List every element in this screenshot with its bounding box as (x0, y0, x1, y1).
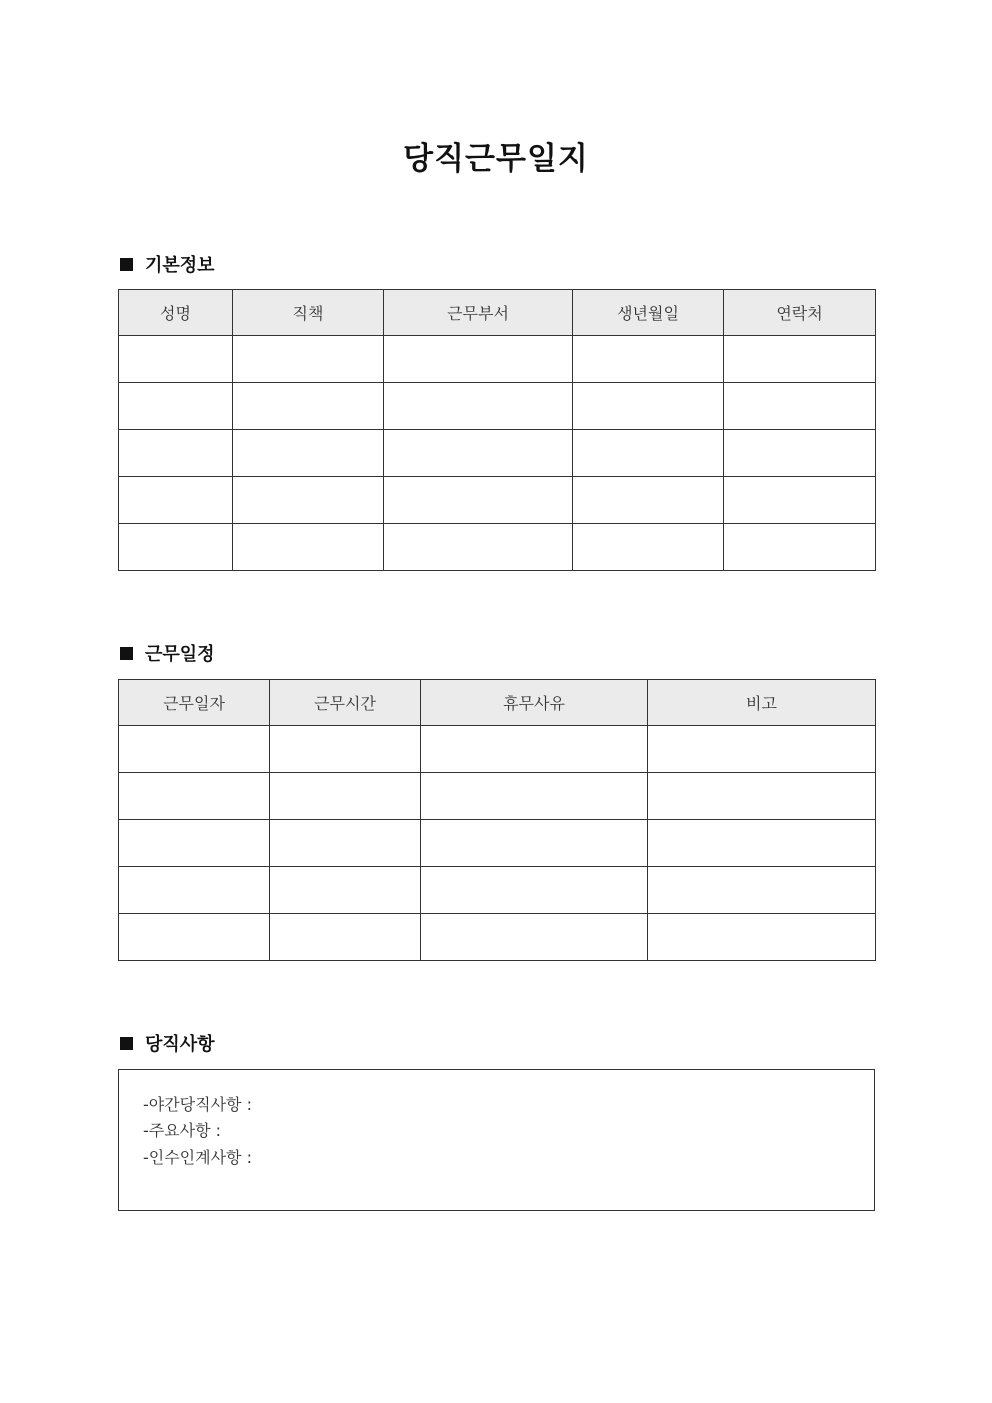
handover-note: -인수인계사항 : (143, 1148, 252, 1167)
table-row (119, 820, 876, 867)
table-row (119, 726, 876, 773)
table-cell[interactable] (270, 914, 421, 961)
table-cell[interactable] (384, 336, 573, 383)
table-cell[interactable] (384, 383, 573, 430)
table-cell[interactable] (233, 430, 384, 477)
schedule-heading (120, 641, 215, 665)
table-row (119, 430, 876, 477)
table-cell[interactable] (119, 477, 233, 524)
basic-info-heading-label: 기본정보 (145, 255, 215, 276)
table-row (119, 867, 876, 914)
table-cell[interactable] (119, 430, 233, 477)
night-duty-note: -야간당직사항 : (143, 1095, 252, 1114)
schedule-heading-label: 근무일정 (145, 644, 215, 665)
duty-notes-heading (120, 1031, 215, 1055)
schedule-table (118, 679, 876, 961)
column-header-department: 근무부서 (384, 290, 573, 336)
table-cell[interactable] (119, 914, 270, 961)
black-square-icon (120, 647, 133, 660)
table-cell[interactable] (421, 726, 648, 773)
table-header-row (119, 290, 876, 336)
table-cell[interactable] (648, 726, 876, 773)
table-cell[interactable] (724, 383, 876, 430)
table-cell[interactable] (573, 383, 724, 430)
table-cell[interactable] (233, 383, 384, 430)
table-cell[interactable] (648, 914, 876, 961)
table-cell[interactable] (270, 867, 421, 914)
table-row (119, 773, 876, 820)
table-cell[interactable] (573, 524, 724, 571)
table-cell[interactable] (270, 773, 421, 820)
table-cell[interactable] (724, 336, 876, 383)
table-row (119, 524, 876, 571)
table-cell[interactable] (573, 477, 724, 524)
basic-info-heading (120, 252, 215, 276)
table-cell[interactable] (233, 524, 384, 571)
table-cell[interactable] (270, 726, 421, 773)
table-cell[interactable] (724, 477, 876, 524)
table-row (119, 336, 876, 383)
duty-notes-heading-label: 당직사항 (145, 1034, 215, 1055)
column-header-work-date: 근무일자 (119, 680, 270, 726)
column-header-position: 직책 (233, 290, 384, 336)
column-header-leave-reason: 휴무사유 (421, 680, 648, 726)
table-row (119, 383, 876, 430)
page-title: 당직근무일지 (403, 141, 589, 177)
table-cell[interactable] (119, 867, 270, 914)
table-row (119, 477, 876, 524)
duty-notes-box[interactable] (118, 1069, 875, 1211)
table-cell[interactable] (119, 726, 270, 773)
table-cell[interactable] (573, 336, 724, 383)
table-cell[interactable] (270, 820, 421, 867)
table-cell[interactable] (384, 524, 573, 571)
table-cell[interactable] (233, 336, 384, 383)
column-header-contact: 연락처 (724, 290, 876, 336)
column-header-remarks: 비고 (648, 680, 876, 726)
black-square-icon (120, 1037, 133, 1050)
table-cell[interactable] (573, 430, 724, 477)
table-row (119, 914, 876, 961)
table-cell[interactable] (421, 820, 648, 867)
column-header-name: 성명 (119, 290, 233, 336)
table-cell[interactable] (724, 524, 876, 571)
table-cell[interactable] (724, 430, 876, 477)
table-cell[interactable] (233, 477, 384, 524)
table-cell[interactable] (119, 336, 233, 383)
black-square-icon (120, 258, 133, 271)
basic-info-table (118, 289, 876, 571)
table-cell[interactable] (648, 867, 876, 914)
column-header-work-time: 근무시간 (270, 680, 421, 726)
table-cell[interactable] (421, 914, 648, 961)
table-cell[interactable] (421, 773, 648, 820)
table-cell[interactable] (119, 524, 233, 571)
column-header-birthdate: 생년월일 (573, 290, 724, 336)
table-cell[interactable] (119, 773, 270, 820)
key-items-note: -주요사항 : (143, 1121, 222, 1140)
table-cell[interactable] (119, 383, 233, 430)
table-cell[interactable] (384, 477, 573, 524)
table-cell[interactable] (119, 820, 270, 867)
table-cell[interactable] (648, 773, 876, 820)
table-header-row (119, 680, 876, 726)
table-cell[interactable] (648, 820, 876, 867)
table-cell[interactable] (421, 867, 648, 914)
table-cell[interactable] (384, 430, 573, 477)
